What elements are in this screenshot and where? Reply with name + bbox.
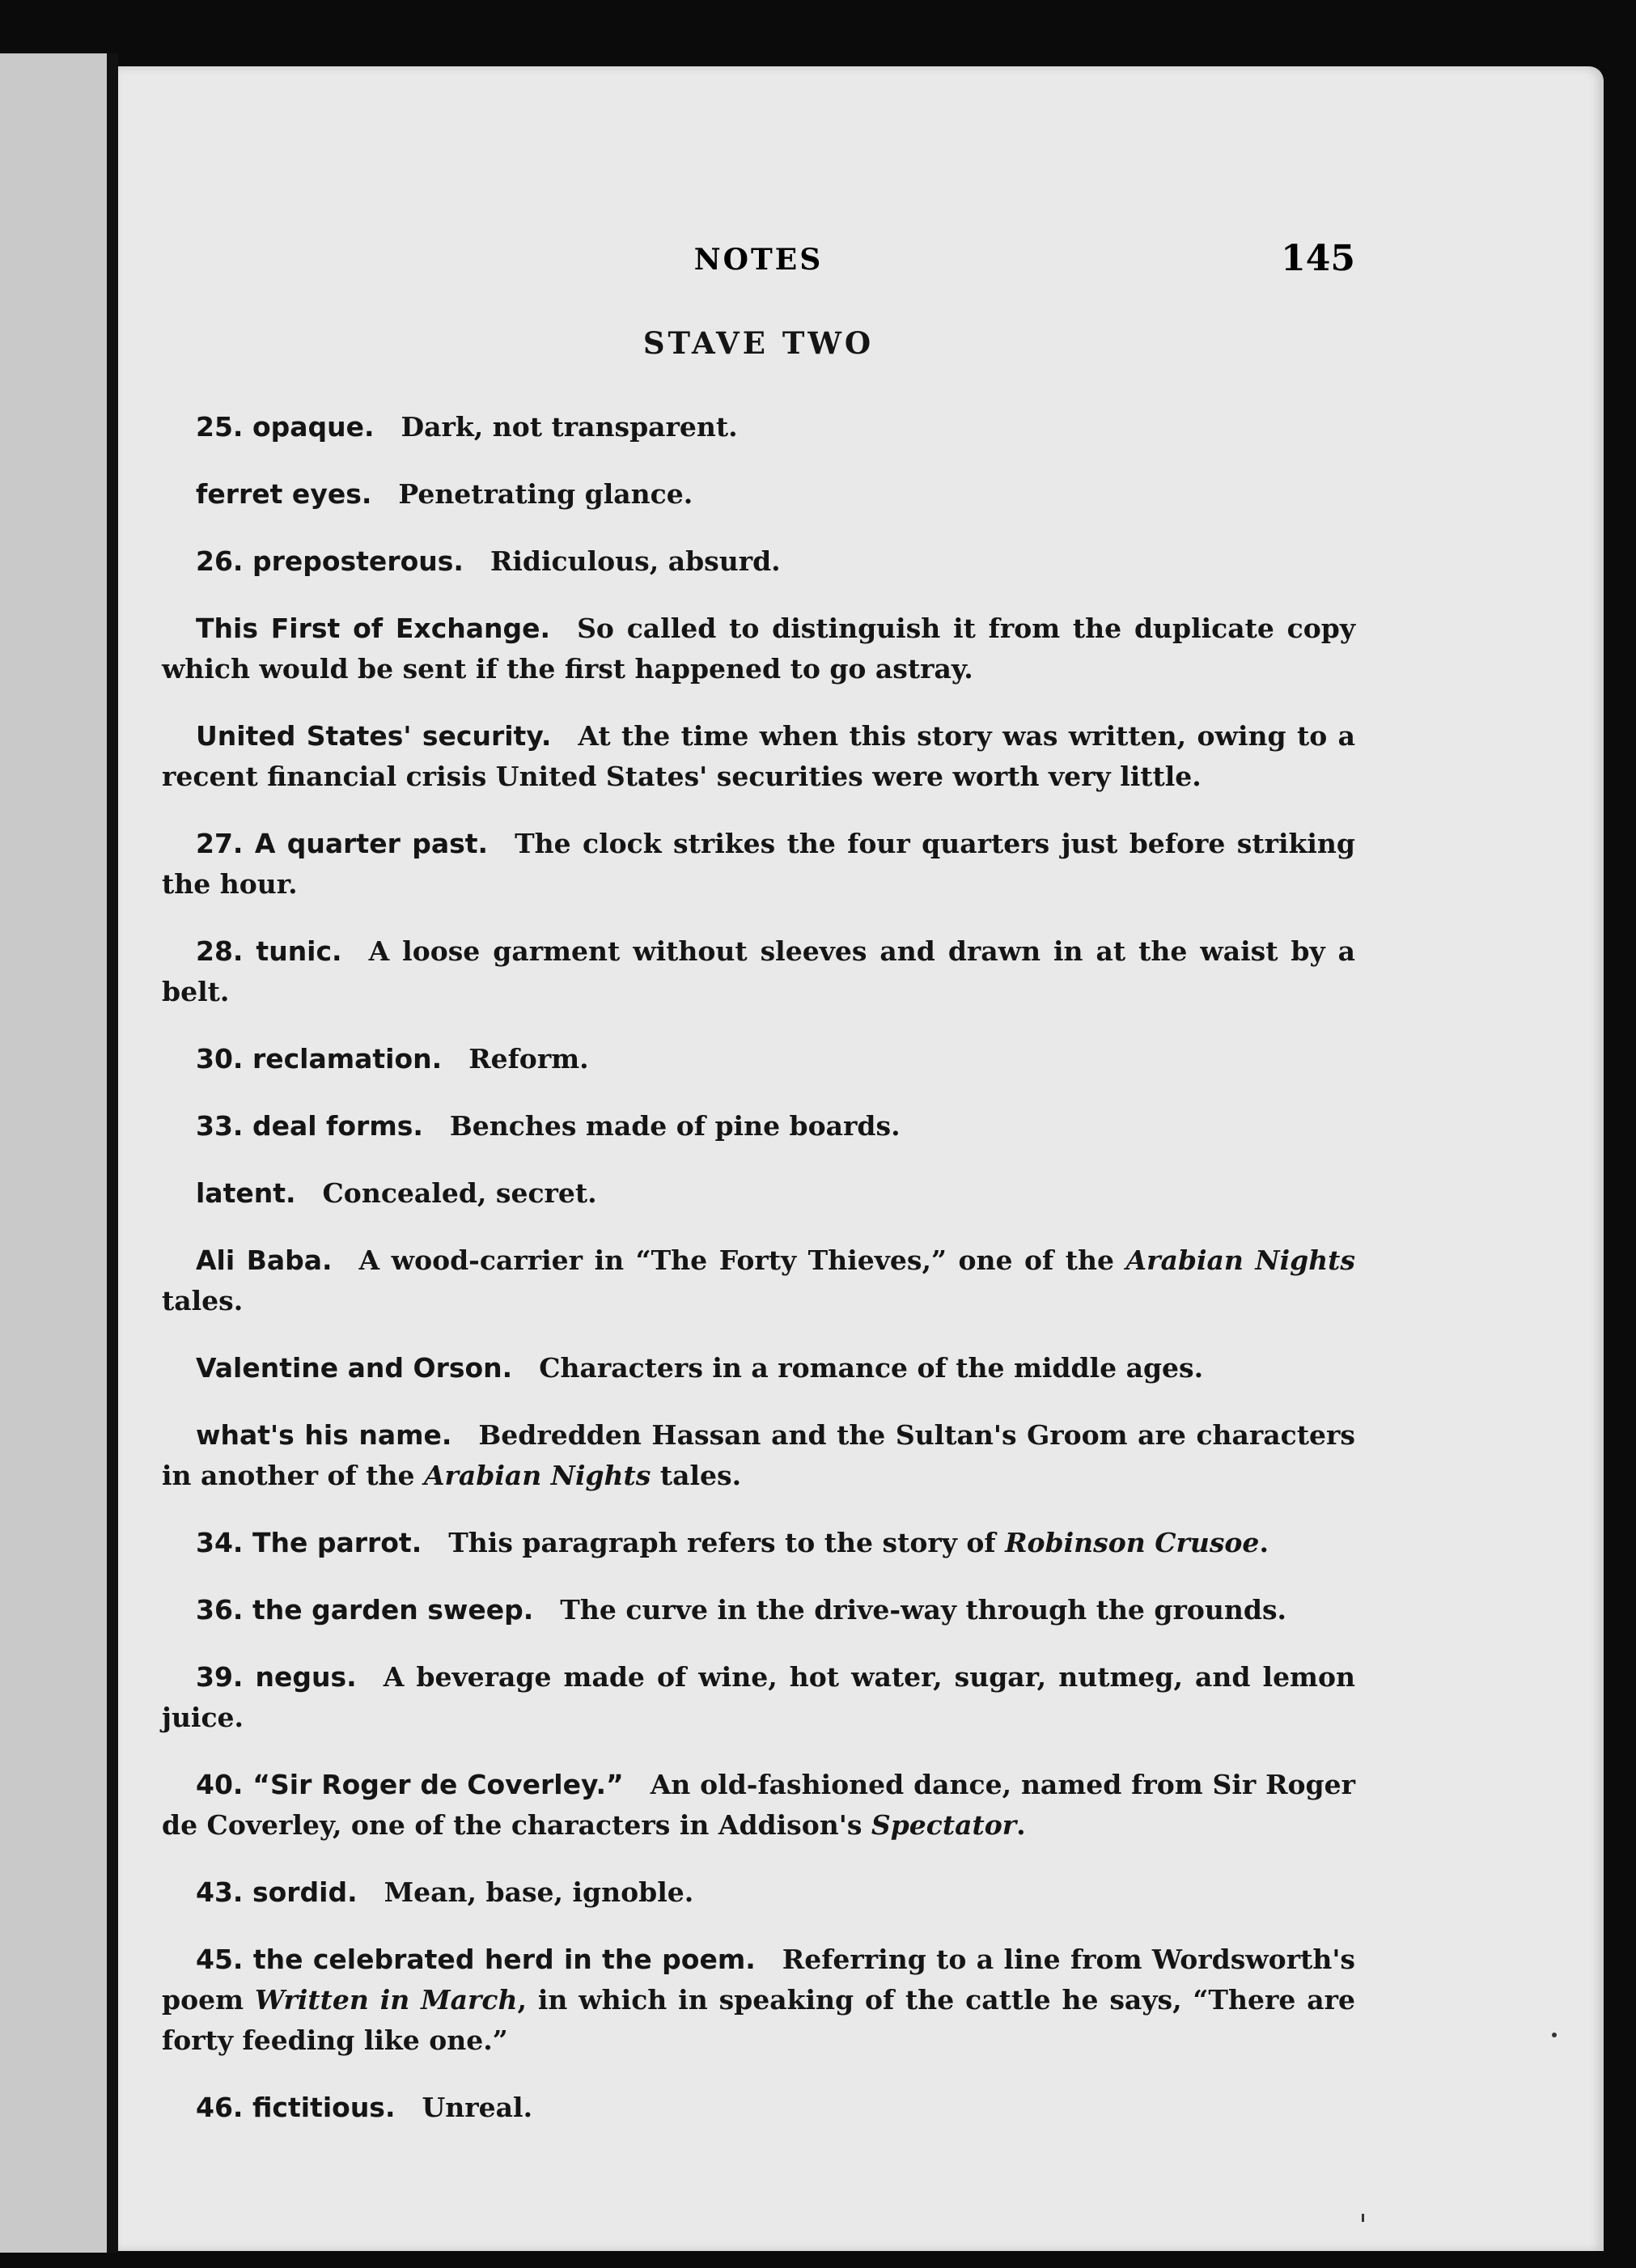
note-entry: [162, 1523, 1355, 1563]
note-definition: Ridiculous, absurd.: [490, 545, 781, 577]
note-term: This First of Exchange.: [196, 613, 551, 644]
page-header: [162, 238, 1355, 291]
note-definition: This paragraph refers to the story of Robinson Crusoe.: [448, 1527, 1269, 1558]
note-entry: [162, 608, 1355, 689]
note-entry: [162, 1240, 1355, 1321]
note-term: what's his name.: [196, 1419, 452, 1451]
note-definition: Concealed, secret.: [322, 1177, 597, 1209]
note-definition: Penetrating glance.: [398, 478, 693, 510]
note-definition: A wood-carrier in “The Forty Thieves,” one of the Arabian Nights tales.: [162, 1244, 1356, 1316]
note-entry: [162, 1039, 1355, 1079]
note-definition: Unreal.: [422, 2092, 533, 2123]
note-entry: [162, 1348, 1355, 1388]
note-definition: So called to distinguish it from the duplicate copy which would be sent if the first happened to go astray.: [162, 613, 1356, 685]
note-definition: Characters in a romance of the middle ages.: [539, 1352, 1204, 1384]
note-term: latent.: [196, 1177, 296, 1209]
note-term: 28. tunic.: [196, 935, 342, 967]
note-definition: A loose garment without sleeves and drawn in at the waist by a belt.: [162, 935, 1355, 1007]
note-term: 26. preposterous.: [196, 545, 464, 577]
note-definition: Bedredden Hassan and the Sultan's Groom are characters in another of the Arabian Nights tales.: [162, 1419, 1355, 1491]
note-term: 43. sordid.: [196, 1876, 358, 1908]
note-entry: [162, 407, 1355, 447]
note-definition: Referring to a line from Wordsworth's poem Written in March, in which in speaking of the cattle he says, “There are forty feeding like one.”: [162, 1944, 1355, 2056]
note-entry: [162, 541, 1355, 582]
note-entry: [162, 1106, 1355, 1147]
note-definition: The clock strikes the four quarters just before striking the hour.: [162, 828, 1355, 900]
note-entry: [162, 931, 1355, 1012]
note-term: 36. the garden sweep.: [196, 1594, 534, 1626]
note-term: 39. negus.: [196, 1661, 357, 1693]
note-entry: [162, 1657, 1355, 1738]
section-title: STAVE TWO: [642, 325, 875, 361]
note-entry: [162, 1415, 1355, 1496]
note-definition: Mean, base, ignoble.: [384, 1876, 694, 1908]
note-definition: An old-fashioned dance, named from Sir Roger de Coverley, one of the characters in Addison's Spectator.: [162, 1769, 1355, 1841]
book-gutter: [107, 53, 118, 2253]
note-entry: [162, 2088, 1355, 2128]
notes-list: [162, 380, 1355, 2143]
note-term: ferret eyes.: [196, 478, 372, 510]
note-definition: Benches made of pine boards.: [449, 1110, 901, 1142]
italic-title: Written in March: [254, 1984, 518, 2016]
note-entry: [162, 1590, 1355, 1630]
note-definition: The curve in the drive-way through the grounds.: [560, 1594, 1287, 1626]
note-entry: [162, 716, 1355, 797]
page-speck: [1552, 2033, 1557, 2037]
italic-title: Arabian Nights: [423, 1460, 651, 1491]
note-entry: [162, 1765, 1355, 1846]
facing-page-edge: [0, 53, 107, 2253]
note-definition: Reform.: [468, 1043, 589, 1075]
note-term: Valentine and Orson.: [196, 1352, 513, 1384]
note-entry: [162, 824, 1355, 905]
note-entry: [162, 1173, 1355, 1214]
note-term: United States' security.: [196, 720, 552, 752]
note-entry: [162, 474, 1355, 515]
note-entry: [162, 1939, 1355, 2061]
running-head: NOTES: [693, 243, 824, 277]
note-term: 45. the celebrated herd in the poem.: [196, 1944, 756, 1975]
note-entry: [162, 1872, 1355, 1913]
note-definition: At the time when this story was written, owing to a recent financial crisis United States' securities were worth very little.: [162, 720, 1356, 792]
note-definition: Dark, not transparent.: [401, 411, 738, 443]
note-definition: A beverage made of wine, hot water, sugar, nutmeg, and lemon juice.: [162, 1661, 1355, 1733]
note-term: 25. opaque.: [196, 411, 375, 443]
italic-title: Spectator: [871, 1809, 1017, 1841]
note-term: 46. fictitious.: [196, 2092, 396, 2123]
note-term: 40. “Sir Roger de Coverley.”: [196, 1769, 624, 1800]
page-number: 145: [1281, 238, 1355, 279]
note-term: 33. deal forms.: [196, 1110, 423, 1142]
italic-title: Robinson Crusoe: [1005, 1527, 1260, 1558]
note-term: 34. The parrot.: [196, 1527, 422, 1558]
note-term: 27. A quarter past.: [196, 828, 489, 859]
page-speck: [1362, 2214, 1364, 2222]
note-term: Ali Baba.: [196, 1244, 333, 1276]
italic-title: Arabian Nights: [1125, 1244, 1356, 1276]
note-term: 30. reclamation.: [196, 1043, 443, 1075]
